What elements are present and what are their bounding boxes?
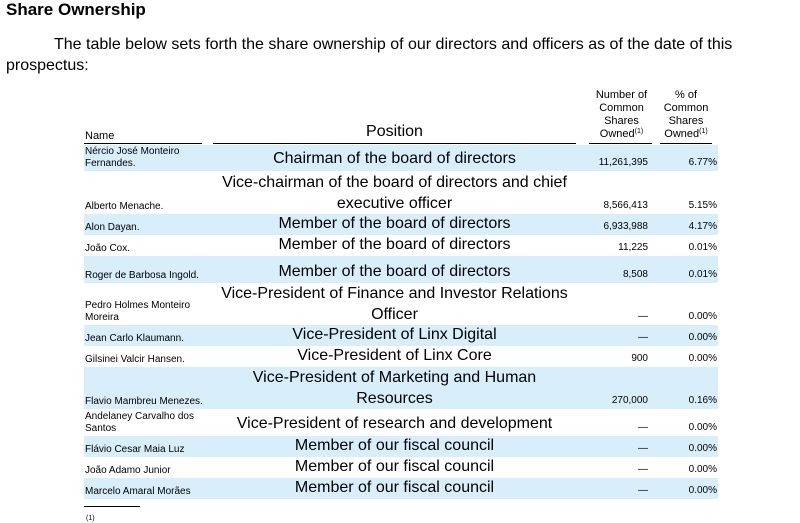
row-name: Flavio Mambreu Menezes. — [85, 396, 203, 407]
row-percent: 0.00% — [688, 464, 717, 475]
row-position: Vice-President of Linx Core — [297, 347, 492, 364]
footnote-separator — [84, 506, 140, 507]
row-name: Roger de Barbosa Ingold. — [85, 270, 199, 281]
row-percent: 4.17% — [688, 221, 717, 232]
row-percent: 0.01% — [688, 269, 717, 280]
row-position: Vice-President of Marketing and Human Resources — [252, 369, 537, 407]
row-shares: 8,508 — [622, 269, 648, 280]
footnote-mark: (1) — [86, 515, 95, 522]
column-header-percent-line-3: Shares — [668, 115, 704, 127]
column-header-shares-line-1: Number of — [595, 89, 648, 101]
row-percent: 5.15% — [688, 200, 717, 211]
table-row — [84, 256, 718, 283]
column-header-percent-owned: Owned — [664, 128, 700, 140]
row-percent: 0.00% — [688, 422, 717, 433]
header-rule-position — [213, 143, 576, 144]
row-shares: 11,261,395 — [598, 157, 648, 168]
footnote-ref: (1) — [634, 128, 644, 135]
row-name: Alberto Menache. — [85, 201, 164, 212]
row-percent: 0.16% — [688, 395, 717, 406]
intro-line-2: prospectus: — [6, 57, 89, 74]
section-heading: Share Ownership — [6, 0, 146, 19]
row-percent: 0.00% — [688, 332, 717, 343]
column-header-percent — [660, 89, 712, 141]
row-name: Andelaney Carvalho dos Santos — [85, 411, 194, 434]
intro-line-1: The table below sets forth the share ownership of our directors and officers as of the date of this — [54, 36, 733, 53]
table-row — [84, 367, 718, 409]
row-shares: — — [638, 311, 648, 322]
row-name: Nércio José Monteiro Fernandes. — [85, 146, 180, 169]
row-percent: 0.00% — [688, 353, 717, 364]
row-position: Member of the board of directors — [278, 236, 511, 253]
row-shares: — — [638, 332, 648, 343]
row-position: Chairman of the board of directors — [273, 150, 516, 167]
row-position: Vice-chairman of the board of directors and chief executive officer — [222, 174, 567, 212]
row-position: Vice-President of research and development — [236, 415, 553, 432]
row-percent: 0.00% — [688, 443, 717, 454]
row-percent: 0.01% — [688, 242, 717, 253]
column-header-shares-line-2: Common — [599, 102, 644, 114]
row-shares: 6,933,988 — [603, 221, 648, 232]
column-header-name: Name — [85, 130, 115, 142]
row-name: Jean Carlo Klaumann. — [85, 333, 184, 344]
row-shares: 11,225 — [618, 242, 648, 253]
row-name: João Cox. — [85, 243, 131, 254]
table-row — [84, 145, 718, 171]
row-shares: — — [638, 443, 648, 454]
row-position: Member of our fiscal council — [294, 437, 495, 454]
row-name: Alon Dayan. — [85, 222, 140, 233]
row-position: Vice-President of Linx Digital — [292, 326, 497, 343]
column-header-percent-line-2: Common — [663, 102, 709, 114]
row-percent: 6.77% — [688, 157, 717, 168]
column-header-position: Position — [366, 123, 423, 140]
row-name: Marcelo Amaral Morães — [85, 486, 191, 497]
table-row — [84, 478, 718, 499]
footnote-ref: (1) — [699, 128, 708, 135]
column-header-percent-line-4 — [660, 128, 712, 141]
column-header-shares-owned: Owned — [599, 128, 635, 140]
row-percent: 0.00% — [688, 311, 717, 322]
row-position: Member of the board of directors — [278, 215, 511, 232]
row-name: Pedro Holmes Monteiro Moreira — [85, 300, 191, 323]
row-shares: 900 — [631, 353, 648, 364]
row-position: Vice-President of Finance and Investor Relations Officer — [221, 285, 568, 323]
row-position: Member of our fiscal council — [294, 479, 495, 496]
table-row — [84, 346, 718, 367]
row-position: Member of our fiscal council — [294, 458, 495, 475]
header-rule-shares — [589, 143, 652, 144]
row-shares: 270,000 — [611, 395, 648, 406]
table-row — [84, 325, 718, 346]
column-header-percent-line-1: % of — [674, 89, 697, 101]
table-row — [84, 235, 718, 256]
column-header-shares — [590, 89, 653, 141]
column-header-shares-line-4 — [590, 128, 653, 141]
header-rule-percent — [660, 143, 712, 144]
intro-paragraph — [6, 34, 796, 76]
table-row — [84, 457, 718, 478]
row-position: Member of the board of directors — [278, 263, 511, 280]
row-shares: — — [638, 422, 648, 433]
row-name: Flávio Cesar Maia Luz — [85, 444, 185, 455]
row-shares: — — [638, 485, 648, 496]
row-name: João Adamo Junior — [85, 465, 171, 476]
row-shares: 8,566,413 — [603, 200, 648, 211]
row-name: Gilsinei Valcir Hansen. — [85, 354, 185, 365]
header-rule-name — [84, 143, 202, 144]
table-row — [84, 409, 718, 436]
table-row — [84, 436, 718, 457]
row-percent: 0.00% — [688, 485, 717, 496]
row-shares: — — [638, 464, 648, 475]
table-row — [84, 171, 718, 214]
column-header-shares-line-3: Shares — [604, 115, 639, 127]
table-row — [84, 214, 718, 235]
table-row — [84, 283, 718, 325]
